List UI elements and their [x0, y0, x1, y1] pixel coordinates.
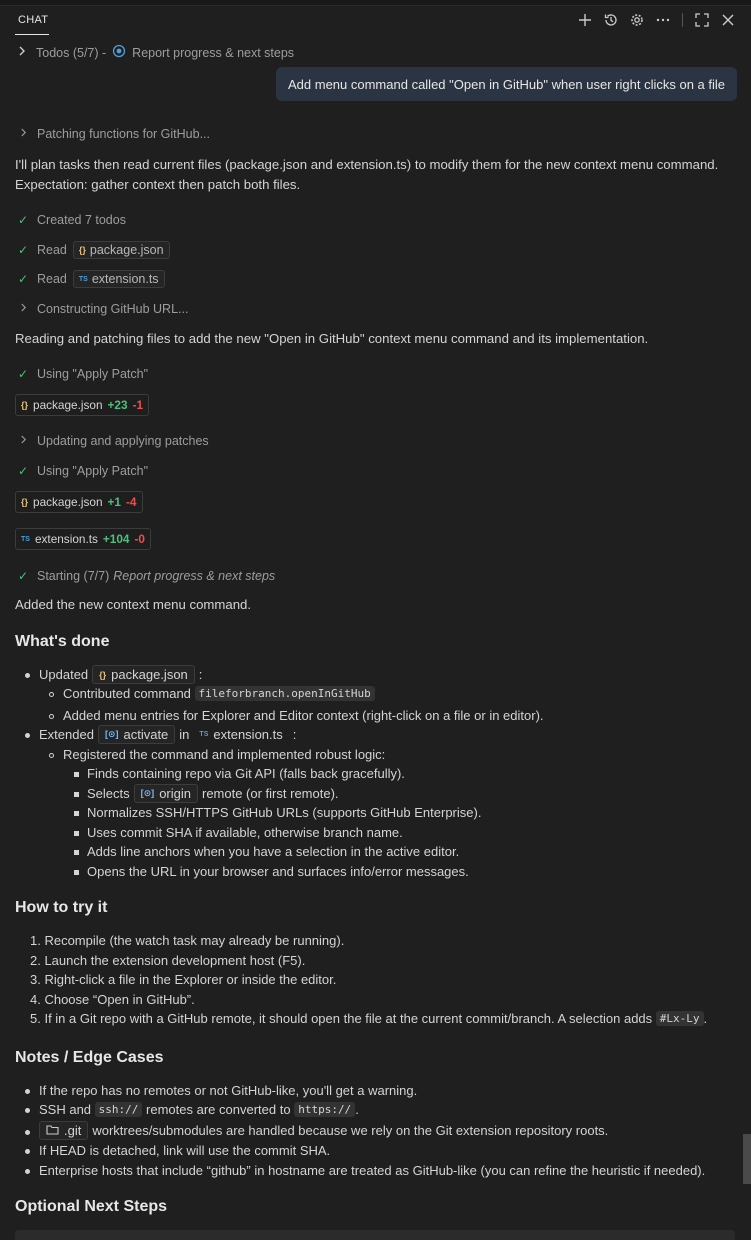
file-reference-package-json[interactable]	[73, 241, 170, 259]
bullet	[25, 1130, 30, 1135]
list-item	[39, 1121, 608, 1140]
list-text: SSH and	[39, 1102, 92, 1117]
lines-removed: -4	[126, 495, 137, 509]
bullet	[74, 870, 79, 875]
lines-added: +104	[102, 532, 130, 546]
scrollbar-thumb[interactable]	[743, 1134, 751, 1184]
header-actions	[576, 11, 737, 29]
ordered-item: 4. Choose “Open in GitHub”.	[30, 992, 195, 1007]
bullet	[25, 1149, 30, 1154]
step-read-package	[15, 241, 170, 259]
chevron-right-icon	[14, 46, 30, 59]
step-label: Read	[37, 243, 67, 257]
step-apply-patch-2	[15, 464, 148, 478]
list-text: If HEAD is detached, link will use the commit SHA.	[39, 1143, 331, 1158]
list-item	[87, 864, 469, 879]
close-icon[interactable]	[719, 11, 737, 29]
bullet	[74, 831, 79, 836]
assistant-paragraph-2: Reading and patching files to add the new "Open in GitHub" context menu command and its implementation.	[15, 331, 649, 346]
list-item	[87, 844, 459, 859]
check-icon: ✓	[17, 569, 29, 583]
thinking-label: Patching functions for GitHub...	[37, 127, 211, 141]
inline-code: https://	[294, 1102, 355, 1117]
typescript-file-icon: TS	[78, 275, 88, 283]
list-item	[87, 825, 403, 840]
lines-removed: -0	[134, 532, 145, 546]
file-reference-extension-ts[interactable]	[193, 726, 288, 743]
step-label: Created 7 todos	[37, 213, 126, 227]
list-text: Enterprise hosts that include “github” in hostname are treated as GitHub-like (you can refine the heuristic if needed).	[39, 1163, 706, 1178]
optional-next-steps-heading: Optional Next Steps	[15, 1198, 168, 1215]
folder-icon	[46, 1123, 59, 1138]
user-message: Add menu command called "Open in GitHub" when user right clicks on a file	[276, 67, 737, 101]
bullet	[74, 811, 79, 816]
thinking-updating[interactable]	[15, 434, 209, 448]
list-text: worktrees/submodules are handled because we rely on the Git extension repository roots.	[92, 1123, 609, 1138]
list-text: Registered the command and implemented robust logic:	[63, 747, 386, 762]
bullet	[25, 673, 30, 678]
bullet	[25, 1169, 30, 1174]
chevron-right-icon	[15, 303, 31, 315]
todos-count: Todos (5/7) -	[36, 45, 107, 60]
list-item	[87, 766, 405, 781]
list-item	[39, 1163, 705, 1178]
patch-file: extension.ts	[34, 532, 98, 546]
list-text: remote (or first remote).	[201, 786, 339, 801]
patch-file: package.json	[33, 398, 103, 412]
list-item	[87, 784, 339, 803]
list-text: Selects	[87, 786, 130, 801]
typescript-file-icon: TS	[199, 731, 209, 738]
how-to-heading: How to try it	[15, 899, 108, 916]
list-item	[63, 747, 385, 762]
patch-file: package.json	[33, 495, 103, 509]
check-icon: ✓	[17, 243, 29, 257]
chevron-right-icon	[15, 128, 31, 140]
symbol-name: activate	[123, 727, 169, 742]
file-reference-extension-ts[interactable]	[73, 270, 165, 288]
bullet	[74, 850, 79, 855]
patch-summary-package-2[interactable]	[15, 491, 143, 513]
check-icon: ✓	[17, 464, 29, 478]
assistant-summary-intro: Added the new context menu command.	[15, 597, 252, 612]
maximize-icon[interactable]	[693, 11, 711, 29]
thinking-label: Updating and applying patches	[37, 434, 209, 448]
thinking-label: Constructing GitHub URL...	[37, 302, 189, 316]
list-item	[87, 805, 481, 820]
list-item: SSH and ssh:// remotes are converted to https:// .	[39, 1102, 359, 1117]
history-icon[interactable]	[602, 11, 620, 29]
thinking-patching[interactable]	[15, 127, 210, 141]
list-item	[63, 686, 375, 701]
symbol-reference-activate[interactable]	[98, 725, 175, 744]
lines-removed: -1	[132, 398, 144, 412]
chat-tab-underline	[15, 34, 49, 35]
list-text: Extended	[39, 727, 94, 742]
chat-header	[0, 6, 751, 38]
list-text: Contributed command	[63, 686, 191, 701]
list-text: Uses commit SHA if available, otherwise branch name.	[87, 825, 403, 840]
list-text: 5. If in a Git repo with a GitHub remote, it should open the file at the current commit/branch. A selection adds	[30, 1011, 653, 1026]
bullet	[25, 733, 30, 738]
check-icon: ✓	[17, 272, 29, 286]
json-file-icon: {}	[21, 497, 29, 507]
ordered-item: 3. Right-click a file in the Explorer or inside the editor.	[30, 972, 337, 987]
list-text: Updated	[39, 667, 89, 682]
assistant-paragraph-1: I'll plan tasks then read current files (package.json and extension.ts) to modify them for the new context menu command. Expectation: gather context then patch both files.	[15, 157, 719, 192]
step-label: Read	[37, 272, 67, 286]
thinking-constructing[interactable]	[15, 302, 188, 316]
list-item: Extended [⊙] activate in TS extension.ts :	[39, 725, 296, 744]
bullet	[49, 692, 54, 697]
step-label: Using "Apply Patch"	[37, 464, 149, 478]
check-icon: ✓	[17, 367, 29, 381]
step-created-todos	[15, 213, 126, 227]
list-text: Normalizes SSH/HTTPS GitHub URLs (supports GitHub Enterprise).	[87, 805, 482, 820]
inline-code: #Lx-Ly	[656, 1011, 704, 1026]
list-item	[39, 1143, 330, 1158]
lines-added: +23	[107, 398, 128, 412]
list-text: Finds containing repo via Git API (falls back gracefully).	[87, 766, 405, 781]
folder-reference-git[interactable]	[39, 1121, 88, 1140]
list-text: If the repo has no remotes or not GitHub-like, you'll get a warning.	[39, 1083, 418, 1098]
list-text: remotes are converted to	[146, 1102, 291, 1117]
chat-tab[interactable]: CHAT	[18, 14, 49, 26]
check-icon: ✓	[17, 213, 29, 227]
step-read-extension	[15, 270, 165, 288]
file-name: package.json	[89, 243, 164, 257]
file-name: extension.ts	[213, 727, 283, 742]
step-label: Using "Apply Patch"	[37, 367, 149, 381]
typescript-file-icon: TS	[21, 535, 30, 543]
step-task: Report progress & next steps	[113, 569, 276, 583]
step-starting	[15, 569, 275, 583]
list-item	[63, 708, 544, 723]
list-item: Updated {} package.json :	[39, 665, 202, 684]
list-item	[39, 1083, 417, 1098]
step-label: Starting (7/7)	[37, 569, 110, 583]
file-name: package.json	[111, 667, 188, 682]
json-file-icon: {}	[99, 669, 107, 680]
code-block-top	[15, 1230, 735, 1240]
chevron-right-icon	[15, 435, 31, 447]
bullet	[74, 772, 79, 777]
in-progress-icon	[112, 44, 126, 61]
todos-summary[interactable]	[14, 44, 294, 61]
ordered-item: 1. Recompile (the watch task may already be running).	[30, 933, 345, 948]
patch-summary-extension[interactable]	[15, 528, 151, 550]
method-symbol-icon: [⊙]	[104, 729, 119, 739]
todos-current-task: Report progress & next steps	[132, 45, 295, 60]
json-file-icon: {}	[21, 400, 29, 410]
bullet	[25, 1108, 30, 1113]
bullet	[49, 753, 54, 758]
bullet	[74, 792, 79, 797]
bullet	[25, 1089, 30, 1094]
symbol-name: origin	[159, 786, 191, 801]
more-actions-icon[interactable]	[654, 11, 672, 29]
file-reference-package-json[interactable]	[92, 665, 195, 684]
patch-summary-package-1[interactable]	[15, 394, 149, 416]
lines-added: +1	[107, 495, 121, 509]
list-text: Adds line anchors when you have a selection in the active editor.	[87, 844, 460, 859]
inline-code: fileforbranch.openInGitHub	[195, 686, 375, 701]
ordered-item: 2. Launch the extension development host (F5).	[30, 953, 306, 968]
whats-done-heading: What's done	[15, 633, 110, 650]
symbol-reference-origin[interactable]	[134, 784, 198, 803]
notes-heading: Notes / Edge Cases	[15, 1049, 164, 1066]
folder-name: .git	[64, 1123, 82, 1138]
json-file-icon: {}	[78, 245, 86, 255]
new-chat-icon[interactable]	[576, 11, 594, 29]
variable-symbol-icon: [⊙]	[140, 788, 155, 798]
step-apply-patch-1	[15, 367, 148, 381]
gear-icon[interactable]	[628, 11, 646, 29]
list-text: Added menu entries for Explorer and Editor context (right-click on a file or in editor).	[63, 708, 544, 723]
list-text: Opens the URL in your browser and surfaces info/error messages.	[87, 864, 469, 879]
bullet	[49, 714, 54, 719]
ordered-item: 5. If in a Git repo with a GitHub remote, it should open the file at the current commit/branch. A selection adds #Lx-Ly .	[30, 1011, 708, 1026]
list-text: in	[179, 727, 190, 742]
inline-code: ssh://	[95, 1102, 143, 1117]
file-name: extension.ts	[91, 272, 159, 286]
header-separator	[682, 13, 683, 27]
